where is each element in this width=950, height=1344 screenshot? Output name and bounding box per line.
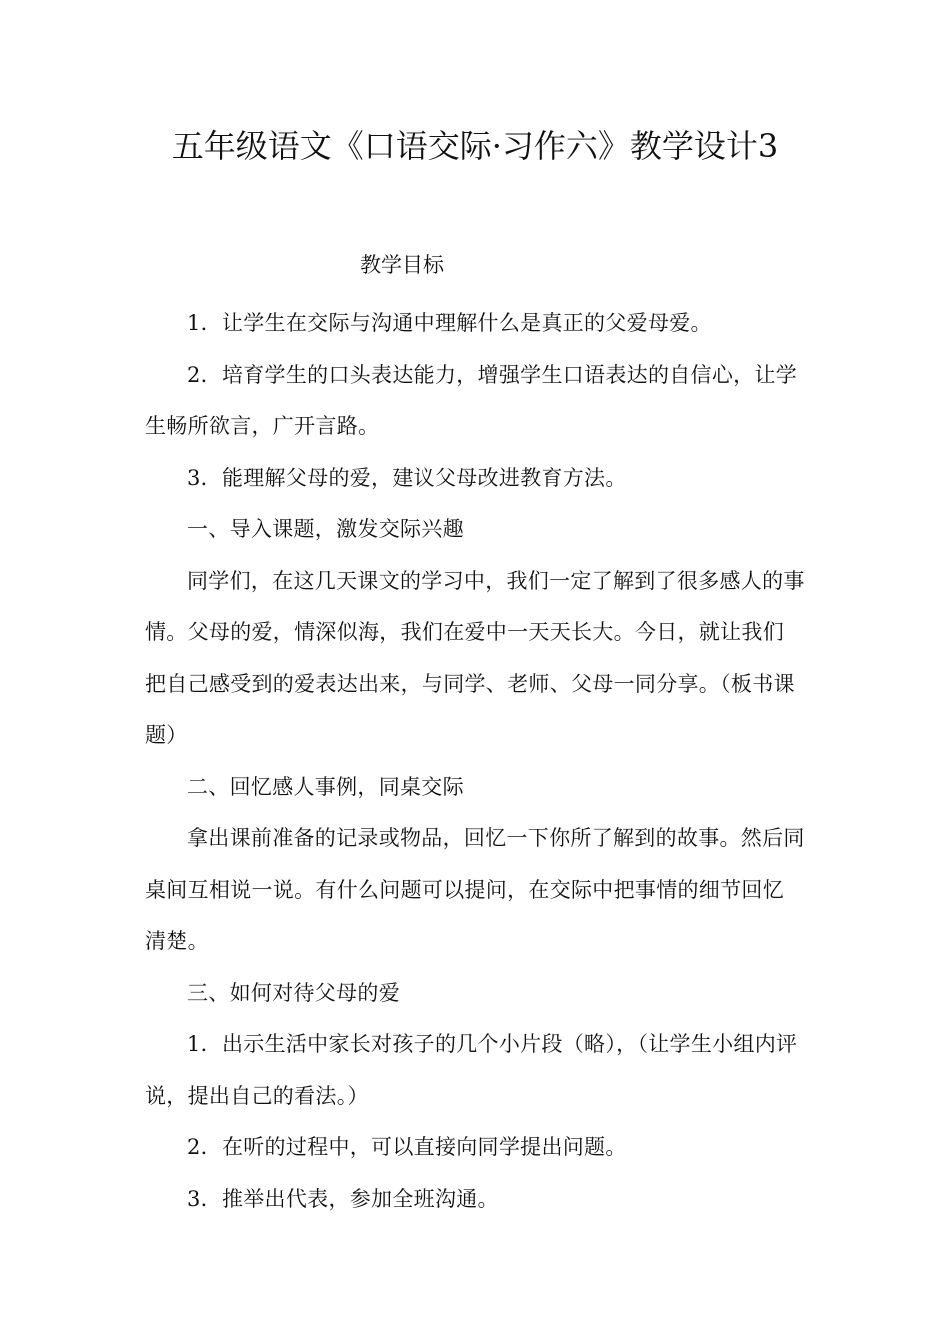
section-heading-goals: 教学目标 [360, 253, 444, 277]
paragraph-intro: 同学们，在这几天课文的学习中，我们一定了解到了很多感人的事情。父母的爱，情深似海，我们在爱中一天天长大。今日，就让我们把自己感受到的爱表达出来，与同学、老师、父母一同分享。（板书课题） [145, 568, 805, 747]
document-title: 五年级语文《口语交际·习作六》教学设计3 [171, 127, 779, 165]
section-heading-2: 二、回忆感人事例，同桌交际 [187, 774, 464, 799]
paragraph-recall: 拿出课前准备的记录或物品，回忆一下你所了解到的故事。然后同桌间互相说一说。有什么问题可以提问，在交际中把事情的细节回忆清楚。 [145, 826, 805, 953]
step-3: 3．推举出代表，参加全班沟通。 [187, 1186, 499, 1211]
document-body [145, 298, 805, 1225]
step-2: 2．在听的过程中，可以直接向同学提出问题。 [187, 1135, 627, 1159]
step-1: 1．出示生活中家长对孩子的几个小片段（略），（让学生小组内评说，提出自己的看法。） [145, 1032, 798, 1108]
section-heading-3: 三、如何对待父母的爱 [187, 980, 400, 1005]
goal-1: 1．让学生在交际与沟通中理解什么是真正的父爱母爱。 [187, 311, 712, 335]
goal-3: 3．能理解父母的爱，建议父母改进教育方法。 [187, 465, 627, 490]
section-heading-1: 一、导入课题，激发交际兴趣 [187, 517, 464, 541]
goal-2: 2．培育学生的口头表达能力，增强学生口语表达的自信心，让学生畅所欲言，广开言路。 [145, 362, 798, 438]
